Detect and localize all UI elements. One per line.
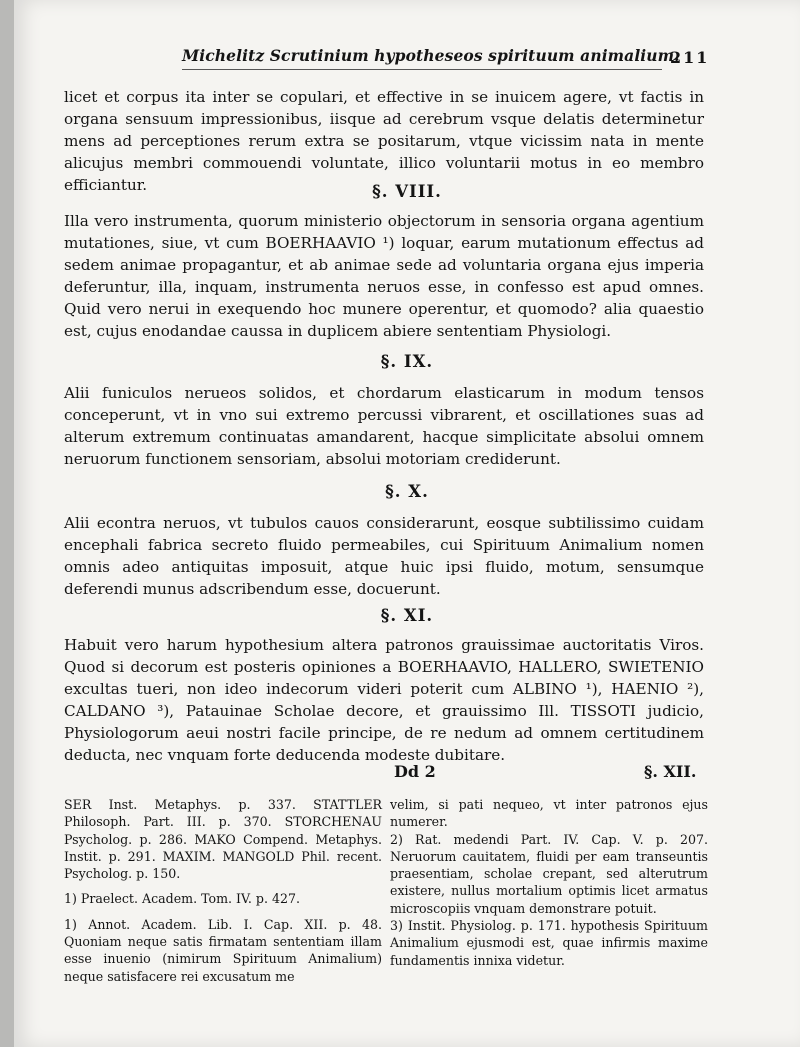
header-rule (182, 69, 662, 70)
section-heading-viii: §. VIII. (372, 182, 442, 201)
footnote-rat-medendi: 2) Rat. medendi Part. IV. Cap. V. p. 207. Neruorum cauitatem, fluidi per eam transeuntis praesentiam, scholae crepant, sed alterutrum existere, nullus mortalium optimis licet armatus microscopiis vnquam demonstrare potuit. (390, 831, 708, 916)
paragraph-x: Alii econtra neruos, vt tubulos cauos considerarunt, eosque subtilissimo cuidam encephali fabrica secreto fluido permeabiles, cui Spirituum Animalium nomen omnis adeo antiquitas imposuit, atque huic ipsi fluido, motum, sensumque deferendi munus adscribendum esse, docuerunt. (64, 514, 704, 598)
running-header (74, 42, 724, 72)
paragraph-viii: Illa vero instrumenta, quorum ministerio objectorum in sensoria organa agentium mutationes, siue, vt cum BOERHAAVIO ¹) loquar, earum mutationum effectus ad sedem animae propagantur, et ab animae sede ad voluntaria organa ejus imperia deferuntur, illa, inquam, instrumenta neruos esse, in confesso est apud omnes. Quid vero nerui in exequendo hoc munere operentur, et quomodo? alia quaestio est, cujus enodandae caussa in duplicem abiere sententiam Physiologi. (64, 212, 704, 340)
signature-mark: Dd 2 (394, 762, 436, 781)
footnotes-left-column (64, 796, 382, 985)
paragraph-intro: licet et corpus ita inter se copulari, et effective in se inuicem agere, vt factis in organa sensuum impressionibus, iisque ad cerebrum vsque delatis determinetur mens ad perceptiones rerum extra se positarum, vtque vicissim nata in mente alicujus membri commouendi voluntate, illico voluntarii motus in eo membro efficiantur. (64, 88, 704, 194)
footnote-continued: SER Inst. Metaphys. p. 337. STATTLER Philosoph. Part. III. p. 370. STORCHENAU Psycholog. p. 286. MAKO Compend. Metaphys. Instit. p. 291. MAXIM. MANGOLD Phil. recent. Psycholog. p. 150. (64, 797, 382, 882)
paragraph-xi: Habuit vero harum hypothesium altera patronos grauissimae auctoritatis Viros. Quod si decorum est posteris opiniones a BOERHAAVIO, HALLERO, SWIETENIO excultas tueri, non ideo indecorum videri poterit cum ALBINO ¹), HAENIO ²), CALDANO ³), Patauinae Scholae decore, et grauissimo Ill. TISSOTI judicio, Physiologorum aeui nostri facile principe, de re nedum ad omnem certitudinem deducta, nec vnquam forte deducenda modeste dubitare. (64, 636, 704, 764)
section-heading-ix: §. IX. (380, 352, 434, 371)
running-title: Michelitz Scrutinium hypotheseos spirituum animalium. (182, 46, 680, 65)
book-page (14, 0, 800, 1047)
section-heading-xi: §. XI. (380, 606, 434, 625)
paragraph-ix: Alii funiculos nerueos solidos, et chordarum elasticarum in modum tensos conceperunt, vt in vno sui extremo percussi vibrarent, et oscillationes suas ad alterum extremum continuatas amandarent, hacque simplicitate absolui omnem neruorum functionem sensoriam, absolui motoriam crediderunt. (64, 384, 704, 468)
catchword: §. XII. (644, 762, 697, 781)
footnote-praelect: 1) Praelect. Academ. Tom. IV. p. 427. (64, 891, 301, 907)
footnotes-right-column (390, 796, 708, 969)
footnote-continued-right: velim, si pati nequeo, vt inter patronos ejus numerer. (390, 797, 708, 830)
section-heading-x: §. X. (385, 482, 429, 501)
footnote-annot: 1) Annot. Academ. Lib. I. Cap. XII. p. 48. Quoniam neque satis firmatam sententiam illam esse inuenio (nimirum Spirituum Animalium) neque satisfacere rei excusatum me (64, 916, 382, 984)
footnote-instit: 3) Instit. Physiolog. p. 171. hypothesis Spirituum Animalium ejusmodi est, quae infirmis maxime fundamentis innixa videtur. (390, 918, 708, 968)
page-number: 211 (670, 48, 710, 67)
